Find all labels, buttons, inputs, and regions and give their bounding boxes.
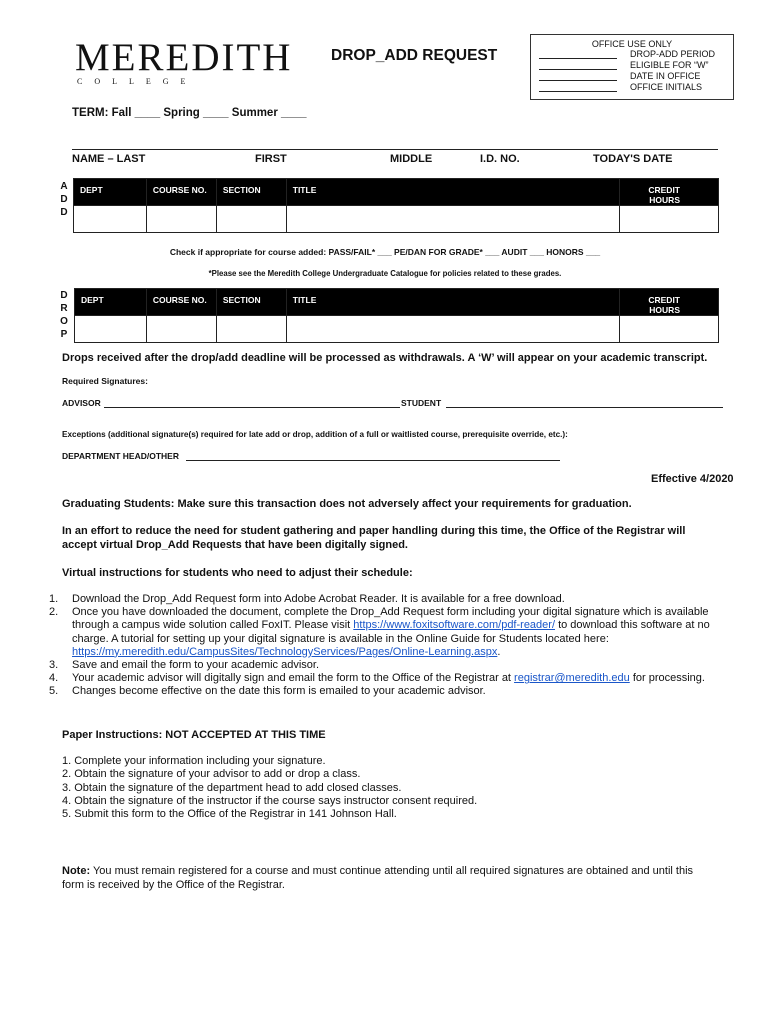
column-header-title: TITLE [286, 179, 619, 206]
step-text: Changes become effective on the date this form is emailed to your academic advisor. [72, 685, 486, 698]
student-label: STUDENT [401, 398, 442, 408]
credit-hours-input-cell[interactable] [620, 206, 719, 233]
list-item: 4. Obtain the signature of the instructor if the course says instructor consent required. [62, 794, 478, 807]
list-item [49, 593, 732, 606]
side-letter: P [60, 329, 68, 340]
table-row [74, 206, 719, 233]
term-selector[interactable]: TERM: Fall ____ Spring ____ Summer ____ [72, 107, 307, 119]
step-text: Download the Drop_Add Request form into Adobe Acrobat Reader. It is available for a free download. [72, 593, 565, 605]
student-signature-line[interactable] [446, 407, 723, 408]
list-number: 3. [49, 659, 59, 672]
step-text: Your academic advisor will digitally sign and email the form to the Office of the Registrar at [72, 672, 515, 685]
logo-wordmark: MEREDITH [75, 36, 293, 79]
catalogue-footnote: *Please see the Meredith College Undergraduate Catalogue for policies related to these grades. [208, 269, 562, 278]
name-field-line[interactable] [72, 149, 718, 150]
registrar-email-link[interactable]: registrar@meredith.edu [514, 672, 630, 685]
exceptions-note: Exceptions (additional signature(s) required for late add or drop, addition of a full or waitlisted course, prerequisite override, etc.): [62, 430, 568, 439]
add-course-table [73, 178, 719, 233]
advisor-signature-line[interactable] [104, 407, 400, 408]
list-number: 2. [49, 606, 59, 619]
graduating-students-note: Graduating Students: Make sure this transaction does not adversely affect your requirements for graduation. [62, 498, 632, 510]
course-no-input-cell[interactable] [146, 316, 216, 343]
side-letter: D [60, 207, 68, 218]
office-row-label: OFFICE INITIALS [630, 82, 703, 92]
course-no-input-cell[interactable] [146, 206, 216, 233]
grade-options-line[interactable]: Check if appropriate for course added: PASS/FAIL* ___ PE/DAN FOR GRADE* ___ AUDIT ___ HONORS ___ [169, 247, 601, 257]
drop-side-label [59, 289, 69, 341]
office-row [539, 71, 700, 81]
logo-subtitle: COLLEGE [77, 77, 198, 86]
office-blank-line[interactable] [539, 72, 617, 81]
table-row [75, 316, 719, 343]
todays-date-label: TODAY'S DATE [593, 153, 673, 165]
required-signatures-label: Required Signatures: [62, 376, 148, 386]
column-header-section: SECTION [216, 289, 286, 316]
name-last-label: NAME – LAST [72, 153, 146, 165]
column-header-dept: DEPT [75, 289, 147, 316]
office-use-box [530, 34, 734, 100]
step-text: . [497, 645, 501, 658]
office-row [539, 60, 709, 70]
list-item [49, 672, 732, 685]
virtual-requests-intro: In an effort to reduce the need for student gathering and paper handling during this time, the Office of the Registrar will accept virtual Drop_Add Requests that have been digitally signed. [62, 525, 686, 551]
credit-hours-input-cell[interactable] [620, 316, 719, 343]
side-letter: A [60, 181, 68, 192]
list-number: 5. [49, 685, 59, 698]
office-use-title: OFFICE USE ONLY [591, 39, 673, 49]
column-header-credit-hours: CREDIT HOURS [620, 179, 719, 206]
add-side-label [59, 180, 69, 219]
list-number: 4. [49, 672, 59, 685]
note-label: Note: [62, 865, 91, 877]
title-input-cell[interactable] [286, 316, 619, 343]
step-text: for processing. [629, 672, 705, 685]
step-text: Once you have downloaded the document, complete the Drop_Add Request form including your digital signature which is available through a campus wide solution called FoxIT. Please visit [72, 606, 709, 632]
name-middle-label: MIDDLE [390, 153, 433, 165]
column-header-course-no: COURSE NO. [146, 289, 216, 316]
department-head-signature-line[interactable] [186, 460, 560, 461]
section-input-cell[interactable] [216, 316, 286, 343]
side-letter: D [60, 290, 68, 301]
side-letter: O [60, 316, 68, 327]
list-item: 2. Obtain the signature of your advisor to add or drop a class. [62, 768, 361, 781]
office-row-label: DROP-ADD PERIOD [630, 49, 716, 59]
list-number: 1. [49, 593, 59, 605]
office-row [539, 49, 715, 59]
office-row [539, 82, 702, 92]
list-item [49, 659, 732, 672]
drops-withdrawal-note: Drops received after the drop/add deadline will be processed as withdrawals. A ‘W’ will appear on your academic transcript. [62, 352, 708, 364]
form-title: DROP_ADD REQUEST [331, 47, 498, 64]
drop-course-table [74, 288, 719, 343]
advisor-label: ADVISOR [62, 398, 101, 408]
department-head-label: DEPARTMENT HEAD/OTHER [62, 451, 179, 461]
virtual-instructions-header: Virtual instructions for students who need to adjust their schedule: [62, 567, 413, 579]
list-item: 1. Complete your information including your signature. [62, 755, 326, 767]
section-input-cell[interactable] [216, 206, 286, 233]
column-header-dept: DEPT [74, 179, 147, 206]
table-header-row [74, 179, 719, 206]
effective-date: Effective 4/2020 [651, 473, 734, 485]
list-item [49, 606, 732, 659]
office-blank-line[interactable] [539, 83, 617, 92]
column-header-credit-hours: CREDIT HOURS [620, 289, 719, 316]
note-text: You must remain registered for a course and must continue attending until all required signatures are obtained and until this form is received by the Office of the Registrar. [62, 865, 694, 891]
name-first-label: FIRST [255, 153, 287, 165]
title-input-cell[interactable] [286, 206, 619, 233]
registration-note [62, 864, 702, 892]
dept-input-cell[interactable] [75, 316, 147, 343]
column-header-section: SECTION [216, 179, 286, 206]
virtual-instructions-list [49, 593, 732, 699]
office-blank-line[interactable] [539, 50, 617, 59]
step-text: to download this software at no charge. A tutorial for setting up your digital signature is available in the Online Guide for Students located here: [72, 619, 710, 645]
paper-instructions-header: Paper Instructions: NOT ACCEPTED AT THIS TIME [62, 729, 326, 741]
step-text: Save and email the form to your academic advisor. [72, 659, 320, 672]
meredith-college-logo [75, 38, 292, 86]
foxit-download-link[interactable]: https://www.foxitsoftware.com/pdf-reader/ [353, 619, 556, 632]
table-header-row [75, 289, 719, 316]
office-blank-line[interactable] [539, 61, 617, 70]
column-header-course-no: COURSE NO. [146, 179, 216, 206]
side-letter: D [60, 194, 68, 205]
list-item [49, 685, 732, 698]
online-learning-guide-link[interactable]: https://my.meredith.edu/CampusSites/TechnologyServices/Pages/Online-Learning.aspx [72, 645, 498, 658]
column-header-title: TITLE [286, 289, 619, 316]
list-item: 5. Submit this form to the Office of the Registrar in 141 Johnson Hall. [62, 808, 397, 821]
side-letter: R [60, 303, 68, 314]
office-row-label: DATE IN OFFICE [630, 71, 701, 81]
list-item: 3. Obtain the signature of the department head to add closed classes. [62, 781, 402, 794]
paper-instructions-list [62, 755, 477, 821]
office-row-label: ELIGIBLE FOR “W” [630, 60, 709, 70]
id-number-label: I.D. NO. [480, 153, 520, 165]
dept-input-cell[interactable] [74, 206, 147, 233]
